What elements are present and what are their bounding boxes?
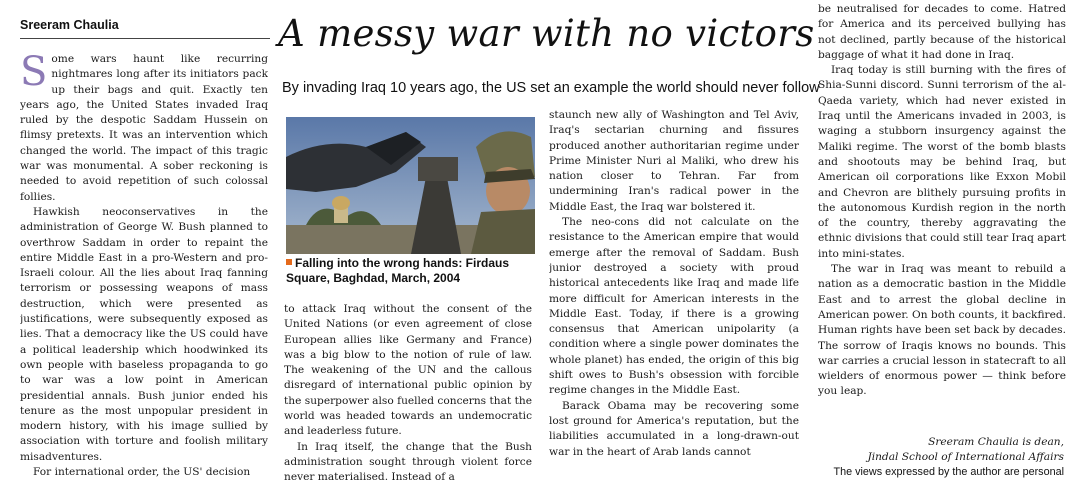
disclaimer: The views expressed by the author are personal	[833, 466, 1064, 478]
paragraph: For international order, the US' decision	[33, 466, 251, 479]
paragraph: staunch new ally of Washington and Tel Aviv, Iraq's sectarian churning and fissures produced another authoritarian regime under Prime Minister Nuri al Maliki, who drew his nation closer to Tehran. Far from undermining Iran's radical power in the Middle East, the Iraq war bolstered it.	[549, 109, 799, 213]
photo-caption: Falling into the wrong hands: Firdaus Square, Baghdad, March, 2004	[286, 256, 509, 285]
column-4	[818, 2, 1066, 442]
column-3	[549, 108, 799, 493]
paragraph: Hawkish neoconservatives in the administration of George W. Bush planned to overthrow Saddam in order to repaint the entire Middle East in a pro-Western and pro-Israeli colour. All the lies about Iraq fanning terrorism or possessing weapons of mass destruction, which were presented as justifications, were subsequently exposed as lies. That a democracy like the US could have a political leadership which hoodwinked its own people with baseless propaganda to go to war was a low point in American presidential annals. Bush junior ended his tenure as the most unpopular president in modern history, with his image sullied by association with torture and foolish military misadventures.	[20, 205, 268, 463]
paragraph: to attack Iraq without the consent of the United Nations (or even agreement of close European allies like Germany and France) was a big blow to the notion of rule of law. The weakening of the UN and the callous disregard of international public opinion by the superpower also fuelled concerns that the world was headed towards an undemocratic and leaderless future.	[284, 303, 532, 438]
caption-marker	[286, 259, 292, 265]
paragraph: Barack Obama may be recovering some lost ground for America's reputation, but the liabilities accumulated in a long-drawn-out war in the heart of Arab lands cannot	[549, 399, 799, 458]
news-photo	[286, 117, 535, 254]
paragraph: be neutralised for decades to come. Hatred for America and its perceived bullying has not declined, partly because of the historical baggage of what it had done in Iraq.	[818, 3, 1066, 61]
signature-line: Sreeram Chaulia is dean,	[928, 436, 1064, 448]
paragraph: Iraq today is still burning with the fires of Shia-Sunni discord. Sunni terrorism of the al-Qaeda variety, which had never existed in Iraq until the Americans invaded in 2003, is waging a stubborn insurgency against the Maliki regime. The worst of the bomb blasts and shootouts may be behind Iraq, but American oil corporations like Exxon Mobil and Chevron are blithely pursuing profits in the autonomous Kurdish region in the north of the country, thereby aggravating the ethnic divisions that could still tear Iraq apart into mini-states.	[818, 64, 1066, 260]
statue-photo-illustration	[286, 117, 535, 254]
headline: A messy war with no victors	[278, 12, 815, 55]
signature-line: Jindal School of International Affairs	[867, 451, 1064, 464]
drop-cap: S	[20, 52, 48, 95]
subheadline: By invading Iraq 10 years ago, the US set an example the world should never follow	[282, 80, 820, 96]
paragraph: The war in Iraq was meant to rebuild a nation as a democratic bastion in the Middle East and to arrest the global decline in American power. On both counts, it backfired. Human rights have been set back by decades. The sorrow of Iraqis knows no bounds. This war carries a crucial lesson in statecraft to all wielders of enormous power — think before you leap.	[818, 263, 1066, 398]
column-1	[20, 52, 268, 497]
paragraph: The neo-cons did not calculate on the resistance to the American empire that would emerge after the removal of Saddam. Bush junior destroyed a society with proud historical antecedents like Iraq and made life more difficult for American interests in the Middle East. Today, if there is a growing consensus that American unipolarity (a condition where a single power dominates the whole planet) has ended, the origin of this big shift owes to Bush's obsession with forcible regime changes in the Middle East.	[549, 216, 799, 397]
paragraph: Some wars haunt like recurring nightmares long after its initiators pack up their bags and quit. Exactly ten years ago, the United States invaded Iraq ruled by the despotic Saddam Hussein on flimsy pretexts. It was an intervention which changed the world. The impact of this tragic war was monumental. A sober reckoning is needed to avoid repetition of such colossal follies.	[20, 52, 268, 203]
author-signature	[818, 435, 1064, 466]
paragraph: In Iraq itself, the change that the Bush administration sought through violent force never materialised. Instead of a	[284, 440, 532, 484]
byline: Sreeram Chaulia	[20, 18, 270, 39]
column-2	[284, 302, 532, 492]
